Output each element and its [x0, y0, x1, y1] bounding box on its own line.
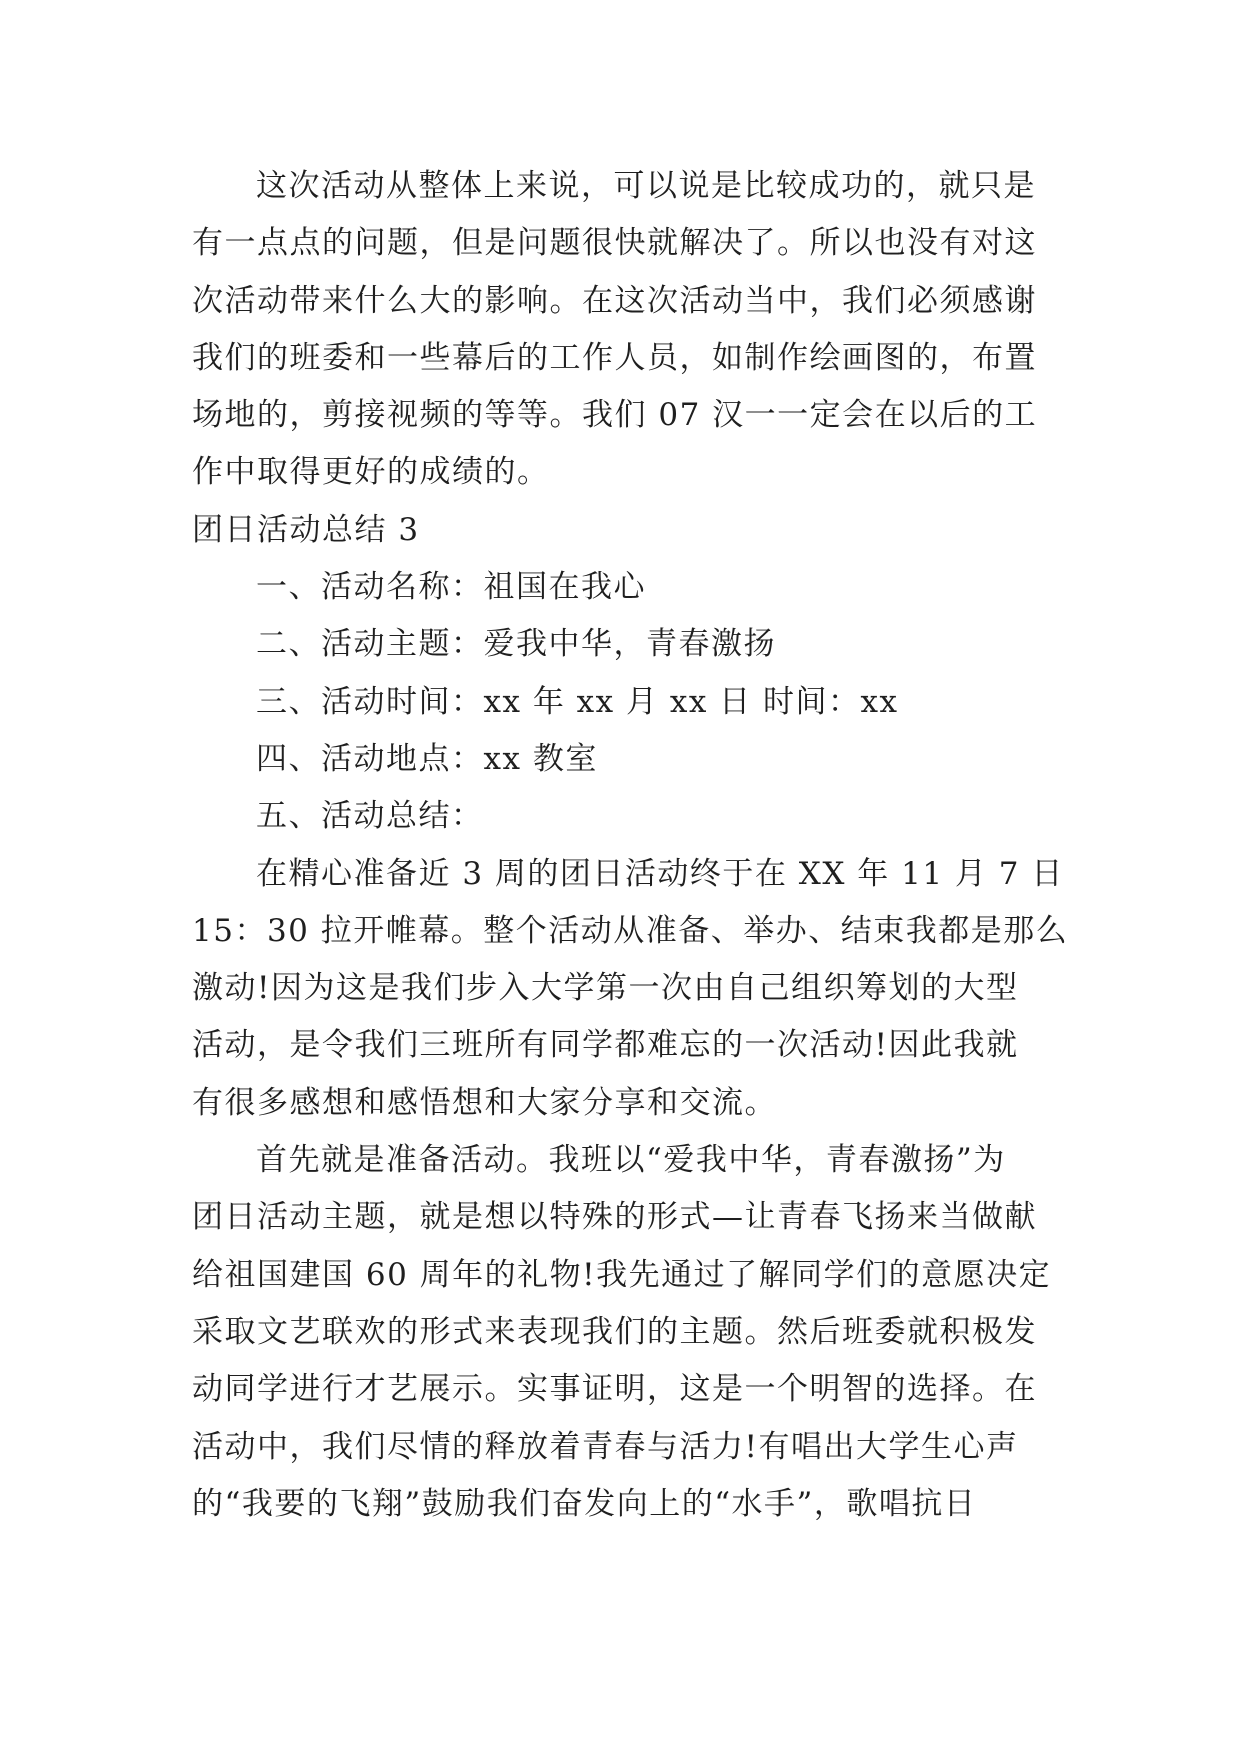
text-line: 在精心准备近 3 周的团日活动终于在 XX 年 11 月 7 日: [256, 855, 1064, 892]
text-line: 场地的，剪接视频的等等。我们 07 汉一一定会在以后的工: [192, 397, 1038, 434]
text-line: 活动，是令我们三班所有同学都难忘的一次活动!因此我就: [192, 1027, 1019, 1064]
document-body: [192, 158, 1069, 1533]
text-line: 次活动带来什么大的影响。在这次活动当中，我们必须感谢: [192, 282, 1037, 319]
text-line: 首先就是准备活动。我班以“爱我中华，青春激扬”为: [256, 1142, 1006, 1179]
text-line: 采取文艺联欢的形式来表现我们的主题。然后班委就积极发: [192, 1313, 1037, 1350]
text-line: 三、活动时间：xx 年 xx 月 xx 日 时间：xx: [256, 683, 899, 720]
text-line: 活动中，我们尽情的释放着青春与活力!有唱出大学生心声: [192, 1428, 1019, 1465]
text-line: 激动!因为这是我们步入大学第一次由自己组织筹划的大型: [192, 970, 1019, 1007]
text-line: 动同学进行才艺展示。实事证明，这是一个明智的选择。在: [192, 1371, 1037, 1408]
text-line: 一、活动名称：祖国在我心: [256, 569, 646, 606]
text-line: 团日活动主题，就是想以特殊的形式—让青春飞扬来当做献: [192, 1199, 1037, 1236]
text-line: 作中取得更好的成绩的。: [192, 454, 550, 491]
section-heading: 团日活动总结 3: [192, 511, 420, 548]
text-line: 四、活动地点：xx 教室: [256, 740, 598, 777]
text-line: 有很多感想和感悟想和大家分享和交流。: [192, 1084, 777, 1121]
text-line: 二、活动主题：爱我中华，青春激扬: [256, 626, 776, 663]
text-line: 这次活动从整体上来说，可以说是比较成功的，就只是: [256, 168, 1036, 204]
text-line: 有一点点的问题，但是问题很快就解决了。所以也没有对这: [192, 225, 1037, 262]
text-line: 给祖国建国 60 周年的礼物!我先通过了解同学们的意愿决定: [192, 1256, 1052, 1293]
text-line: 五、活动总结：: [256, 798, 484, 835]
text-line: 的“我要的飞翔”鼓励我们奋发向上的“水手”，歌唱抗日: [192, 1485, 977, 1522]
text-line: 15：30 拉开帷幕。整个活动从准备、举办、结束我都是那么: [192, 912, 1069, 949]
text-line: 我们的班委和一些幕后的工作人员，如制作绘画图的，布置: [192, 339, 1037, 376]
